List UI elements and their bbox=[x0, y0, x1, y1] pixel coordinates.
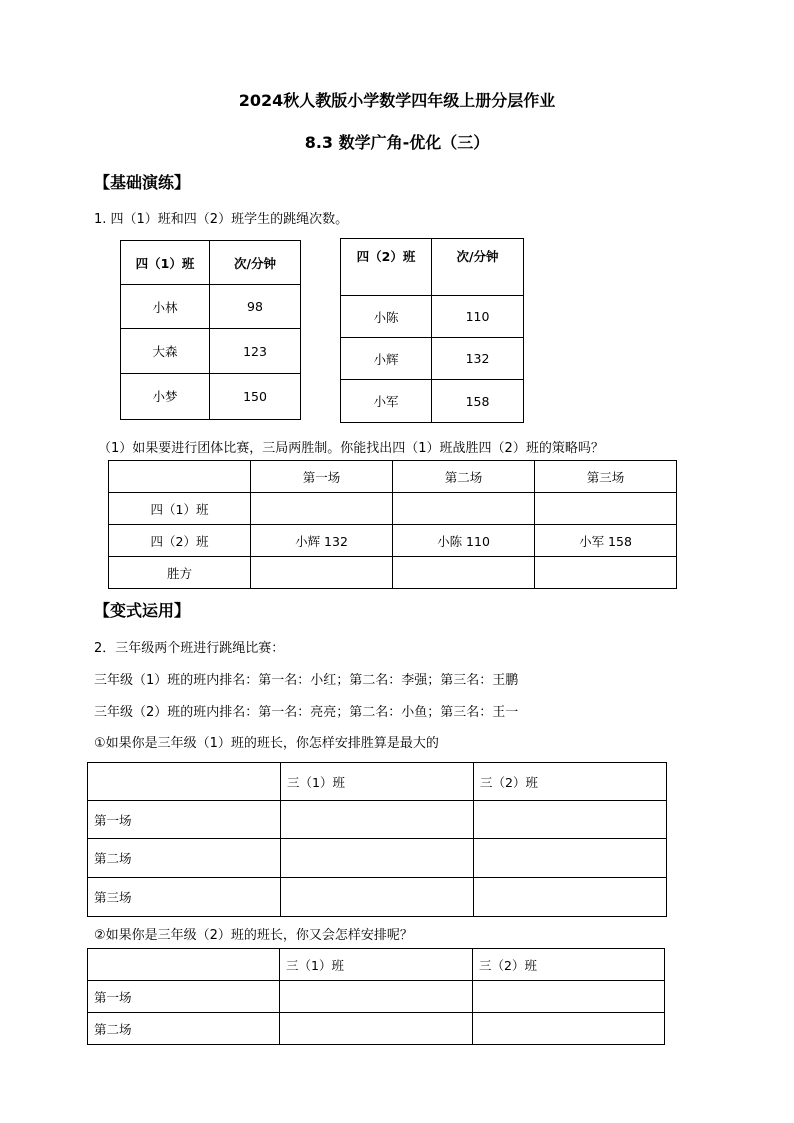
match-cell: 小军 158 bbox=[535, 525, 677, 557]
class-3-2-arrangement-table bbox=[87, 948, 665, 1045]
table-header: 三（1）班 bbox=[281, 763, 474, 801]
row-label: 四（1）班 bbox=[109, 493, 251, 525]
jump-count-cell: 98 bbox=[210, 285, 301, 329]
question-2-sub-2: ②如果你是三年级（2）班的班长，你又会怎样安排呢？ bbox=[94, 928, 413, 943]
question-2-sub-1: ①如果你是三年级（1）班的班长，你怎样安排胜算是最大的 bbox=[94, 736, 439, 751]
match-cell: 小陈 110 bbox=[393, 525, 535, 557]
student-name-cell: 小林 bbox=[121, 285, 210, 329]
table-header: 第二场 bbox=[393, 461, 535, 493]
table-header: 三（2）班 bbox=[473, 949, 665, 981]
table-header: 三（2）班 bbox=[474, 763, 667, 801]
answer-cell[interactable] bbox=[535, 557, 677, 589]
section-basic-heading: 【基础演练】 bbox=[94, 173, 191, 192]
jump-count-cell: 110 bbox=[432, 296, 524, 338]
answer-cell[interactable] bbox=[251, 493, 393, 525]
table-header bbox=[88, 763, 281, 801]
section-variant-heading: 【变式运用】 bbox=[94, 601, 191, 620]
answer-cell[interactable] bbox=[280, 1013, 473, 1045]
jump-count-cell: 123 bbox=[210, 329, 301, 373]
table-header: 次/分钟 bbox=[210, 241, 301, 285]
answer-cell[interactable] bbox=[281, 878, 474, 917]
match-strategy-table bbox=[108, 460, 677, 589]
table-header: 四（1）班 bbox=[121, 241, 210, 285]
answer-cell[interactable] bbox=[535, 493, 677, 525]
table-header: 三（1）班 bbox=[280, 949, 473, 981]
row-label: 第二场 bbox=[88, 839, 281, 878]
class-3-2-ranking: 三年级（2）班的班内排名：第一名：亮亮；第二名：小鱼；第三名：王一 bbox=[94, 705, 519, 720]
row-label: 第一场 bbox=[88, 801, 281, 839]
table-header: 第一场 bbox=[251, 461, 393, 493]
row-label: 第一场 bbox=[88, 981, 280, 1013]
table-header: 四（2）班 bbox=[341, 239, 432, 296]
jump-count-cell: 158 bbox=[432, 380, 524, 423]
class-3-1-arrangement-table bbox=[87, 762, 667, 917]
question-1-prompt: 1. 四（1）班和四（2）班学生的跳绳次数。 bbox=[94, 212, 349, 227]
answer-cell[interactable] bbox=[393, 493, 535, 525]
answer-cell[interactable] bbox=[473, 981, 665, 1013]
student-name-cell: 小陈 bbox=[341, 296, 432, 338]
answer-cell[interactable] bbox=[281, 839, 474, 878]
answer-cell[interactable] bbox=[281, 801, 474, 839]
table-header: 次/分钟 bbox=[432, 239, 524, 296]
page-title: 2024秋人教版小学数学四年级上册分层作业 bbox=[238, 91, 556, 110]
table-header bbox=[109, 461, 251, 493]
student-name-cell: 小梦 bbox=[121, 373, 210, 419]
page-subtitle: 8.3 数学广角-优化（三） bbox=[304, 133, 490, 152]
student-name-cell: 小辉 bbox=[341, 338, 432, 380]
row-label: 第二场 bbox=[88, 1013, 280, 1045]
question-2-prompt: 2．三年级两个班进行跳绳比赛： bbox=[94, 641, 285, 656]
match-cell: 小辉 132 bbox=[251, 525, 393, 557]
row-label: 胜方 bbox=[109, 557, 251, 589]
answer-cell[interactable] bbox=[473, 1013, 665, 1045]
table-header bbox=[88, 949, 280, 981]
jump-count-cell: 132 bbox=[432, 338, 524, 380]
answer-cell[interactable] bbox=[474, 801, 667, 839]
class-4-2-jump-table bbox=[340, 238, 524, 423]
student-name-cell: 小军 bbox=[341, 380, 432, 423]
answer-cell[interactable] bbox=[474, 878, 667, 917]
table-header: 第三场 bbox=[535, 461, 677, 493]
answer-cell[interactable] bbox=[393, 557, 535, 589]
student-name-cell: 大森 bbox=[121, 329, 210, 373]
answer-cell[interactable] bbox=[280, 981, 473, 1013]
row-label: 第三场 bbox=[88, 878, 281, 917]
class-3-1-ranking: 三年级（1）班的班内排名：第一名：小红；第二名：李强；第三名：王鹏 bbox=[94, 673, 519, 688]
question-1-sub-1: （1）如果要进行团体比赛，三局两胜制。你能找出四（1）班战胜四（2）班的策略吗？ bbox=[98, 441, 604, 456]
row-label: 四（2）班 bbox=[109, 525, 251, 557]
jump-count-cell: 150 bbox=[210, 373, 301, 419]
class-4-1-jump-table bbox=[120, 240, 301, 420]
answer-cell[interactable] bbox=[474, 839, 667, 878]
answer-cell[interactable] bbox=[251, 557, 393, 589]
